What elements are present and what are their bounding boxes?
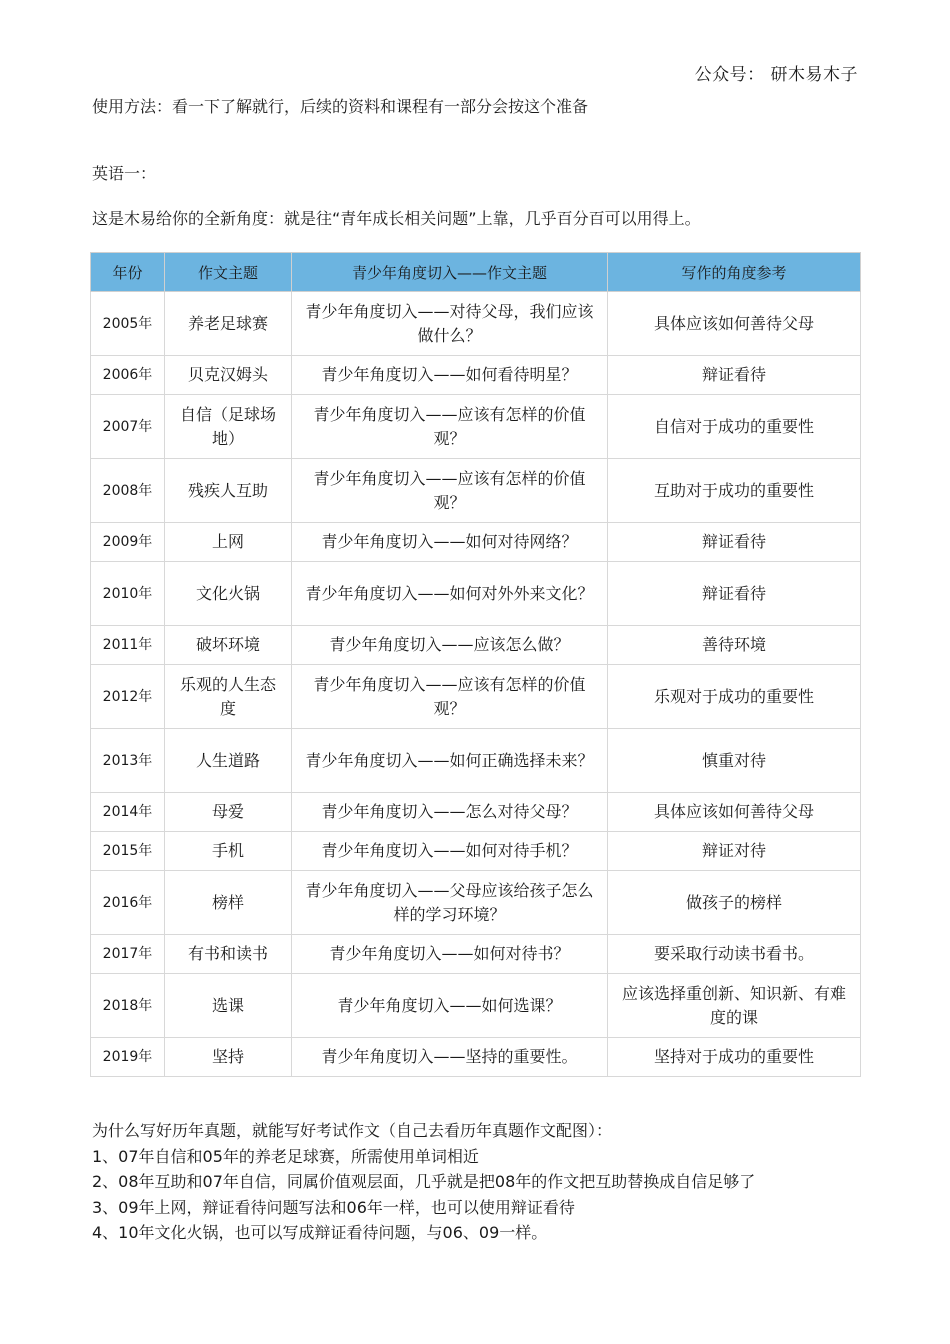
- cell-angle: 青少年角度切入——怎么对待父母？: [292, 793, 608, 832]
- cell-topic: 贝克汉姆头: [165, 356, 292, 395]
- table-row: [91, 935, 861, 974]
- explanation-point: 2、08年互助和07年自信，同属价值观层面，几乎就是把08年的作文把互助替换成自信足够了: [92, 1172, 756, 1191]
- cell-angle: 青少年角度切入——应该有怎样的价值观？: [292, 395, 608, 459]
- table-row: [91, 523, 861, 562]
- cell-angle: 青少年角度切入——如何对外外来文化？: [292, 562, 608, 626]
- cell-reference: 做孩子的榜样: [608, 871, 861, 935]
- cell-topic: 自信（足球场地）: [165, 395, 292, 459]
- cell-topic: 养老足球赛: [165, 292, 292, 356]
- cell-angle: 青少年角度切入——坚持的重要性。: [292, 1038, 608, 1077]
- cell-year: 2009年: [91, 523, 165, 562]
- intro-text: 这是木易给你的全新角度：就是往“青年成长相关问题”上靠，几乎百分百可以用得上。: [92, 209, 701, 228]
- cell-angle: 青少年角度切入——如何对待手机？: [292, 832, 608, 871]
- cell-year: 2010年: [91, 562, 165, 626]
- header-angle: 青少年角度切入——作文主题: [292, 253, 608, 292]
- cell-reference: 乐观对于成功的重要性: [608, 665, 861, 729]
- cell-reference: 善待环境: [608, 626, 861, 665]
- cell-angle: 青少年角度切入——如何看待明星？: [292, 356, 608, 395]
- cell-year: 2008年: [91, 459, 165, 523]
- cell-topic: 母爱: [165, 793, 292, 832]
- cell-topic: 榜样: [165, 871, 292, 935]
- cell-topic: 坚持: [165, 1038, 292, 1077]
- table-header-row: [91, 253, 861, 292]
- cell-year: 2014年: [91, 793, 165, 832]
- cell-reference: 自信对于成功的重要性: [608, 395, 861, 459]
- cell-year: 2011年: [91, 626, 165, 665]
- table-row: [91, 974, 861, 1038]
- table-row: [91, 395, 861, 459]
- cell-reference: 具体应该如何善待父母: [608, 292, 861, 356]
- cell-topic: 人生道路: [165, 729, 292, 793]
- table-row: [91, 562, 861, 626]
- table-row: [91, 729, 861, 793]
- usage-note: 使用方法：看一下了解就行，后续的资料和课程有一部分会按这个准备: [92, 97, 589, 116]
- header-topic: 作文主题: [165, 253, 292, 292]
- explanation-point: 1、07年自信和05年的养老足球赛，所需使用单词相近: [92, 1146, 479, 1166]
- cell-reference: 辩证对待: [608, 832, 861, 871]
- header-year: 年份: [91, 253, 165, 292]
- section-heading: 英语一：: [92, 164, 157, 183]
- explanation-point: 3、09年上网，辩证看待问题写法和06年一样，也可以使用辩证看待: [92, 1197, 575, 1217]
- essay-table: [90, 252, 861, 1077]
- cell-topic: 破坏环境: [165, 626, 292, 665]
- cell-topic: 有书和读书: [165, 935, 292, 974]
- cell-angle: 青少年角度切入——如何对待网络？: [292, 523, 608, 562]
- cell-reference: 具体应该如何善待父母: [608, 793, 861, 832]
- table-row: [91, 459, 861, 523]
- cell-year: 2018年: [91, 974, 165, 1038]
- cell-angle: 青少年角度切入——应该有怎样的价值观？: [292, 459, 608, 523]
- table-row: [91, 665, 861, 729]
- cell-angle: 青少年角度切入——对待父母，我们应该做什么？: [292, 292, 608, 356]
- explanation-block: [92, 1118, 755, 1246]
- table-row: [91, 793, 861, 832]
- cell-year: 2006年: [91, 356, 165, 395]
- cell-reference: 辩证看待: [608, 562, 861, 626]
- cell-angle: 青少年角度切入——如何正确选择未来？: [292, 729, 608, 793]
- cell-topic: 选课: [165, 974, 292, 1038]
- cell-topic: 残疾人互助: [165, 459, 292, 523]
- cell-reference: 互助对于成功的重要性: [608, 459, 861, 523]
- cell-reference: 辩证看待: [608, 356, 861, 395]
- table-row: [91, 871, 861, 935]
- cell-year: 2012年: [91, 665, 165, 729]
- cell-reference: 辩证看待: [608, 523, 861, 562]
- cell-reference: 要采取行动读书看书。: [608, 935, 861, 974]
- cell-year: 2005年: [91, 292, 165, 356]
- cell-year: 2019年: [91, 1038, 165, 1077]
- cell-reference: 应该选择重创新、知识新、有难度的课: [608, 974, 861, 1038]
- cell-reference: 坚持对于成功的重要性: [608, 1038, 861, 1077]
- cell-angle: 青少年角度切入——如何选课？: [292, 974, 608, 1038]
- explanation-title: 为什么写好历年真题，就能写好考试作文（自己去看历年真题作文配图）：: [92, 1121, 613, 1140]
- cell-year: 2016年: [91, 871, 165, 935]
- cell-angle: 青少年角度切入——父母应该给孩子怎么样的学习环境？: [292, 871, 608, 935]
- cell-year: 2015年: [91, 832, 165, 871]
- table-row: [91, 832, 861, 871]
- table-row: [91, 292, 861, 356]
- table-row: [91, 626, 861, 665]
- wechat-account: 公众号： 研木易木子: [694, 65, 858, 85]
- cell-year: 2017年: [91, 935, 165, 974]
- table-row: [91, 356, 861, 395]
- cell-angle: 青少年角度切入——应该怎么做？: [292, 626, 608, 665]
- cell-angle: 青少年角度切入——应该有怎样的价值观？: [292, 665, 608, 729]
- header-reference: 写作的角度参考: [608, 253, 861, 292]
- cell-reference: 慎重对待: [608, 729, 861, 793]
- cell-year: 2013年: [91, 729, 165, 793]
- cell-topic: 乐观的人生态度: [165, 665, 292, 729]
- cell-topic: 文化火锅: [165, 562, 292, 626]
- cell-year: 2007年: [91, 395, 165, 459]
- explanation-point: 4、10年文化火锅，也可以写成辩证看待问题，与06、09一样。: [92, 1223, 548, 1242]
- table-row: [91, 1038, 861, 1077]
- cell-topic: 上网: [165, 523, 292, 562]
- cell-angle: 青少年角度切入——如何对待书？: [292, 935, 608, 974]
- cell-topic: 手机: [165, 832, 292, 871]
